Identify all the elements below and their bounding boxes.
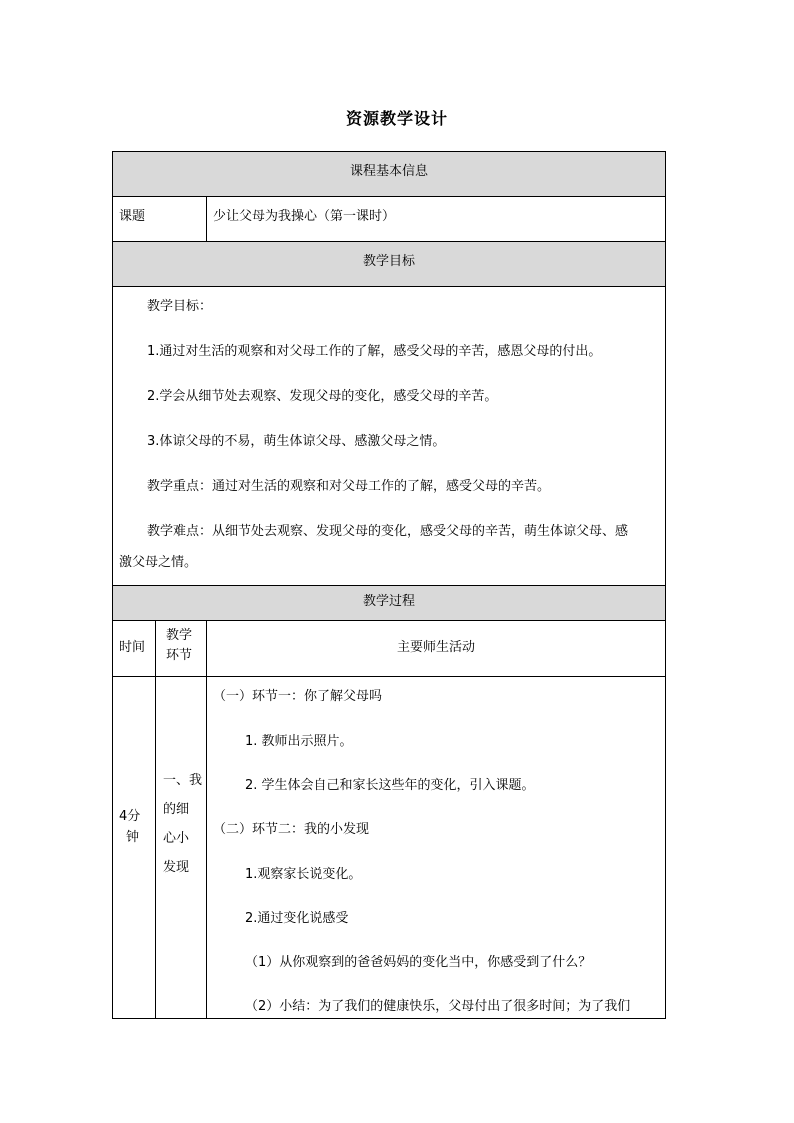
lesson-plan-table (112, 151, 666, 1019)
activity-line: 1. 教师出示照片。 (245, 734, 353, 749)
col-time-cell (113, 621, 156, 676)
stage-cell (156, 677, 207, 1018)
col-stage-line-1: 教学 (166, 628, 193, 643)
stage-line-1: 一、我 (163, 773, 203, 788)
process-header-title: 教学过程 (362, 594, 415, 609)
activity-line: （一）环节一：你了解父母吗 (213, 689, 383, 704)
course-label-cell (113, 197, 207, 241)
stage-line-3: 心小 (163, 831, 190, 846)
activity-cell (207, 677, 665, 1018)
key-point: 教学重点：通过对生活的观察和对父母工作的了解，感受父母的辛苦。 (147, 479, 551, 494)
difficulty-line-2: 激父母之情。 (119, 555, 198, 570)
stage-line-2: 的细 (163, 802, 190, 817)
basic-info-title: 课程基本信息 (349, 164, 428, 179)
time-line-2: 钟 (126, 830, 140, 845)
activity-line: 1.观察家长说变化。 (245, 867, 362, 882)
time-line-1: 4分 (119, 809, 141, 824)
activity-line: （二）环节二：我的小发现 (213, 822, 370, 837)
goal-item-1: 1.通过对生活的观察和对父母工作的了解，感受父母的辛苦，感恩父母的付出。 (147, 344, 602, 359)
activity-line: 2. 学生体会自己和家长这些年的变化，引入课题。 (245, 778, 535, 793)
goal-item-3: 3.体谅父母的不易，萌生体谅父母、感激父母之情。 (147, 434, 446, 449)
process-header (113, 586, 665, 621)
document-title: 资源教学设计 (345, 109, 448, 128)
col-activity: 主要师生活动 (396, 640, 475, 655)
goals-heading: 教学目标： (147, 299, 213, 314)
goals-header-title: 教学目标 (362, 254, 415, 269)
activity-line: 2.通过变化说感受 (245, 911, 349, 926)
goals-header (113, 242, 665, 287)
process-column-headers (113, 621, 665, 677)
time-cell (113, 677, 156, 1018)
col-activity-cell (207, 621, 665, 676)
col-stage-line-2: 环节 (166, 648, 193, 663)
difficulty-line-1: 教学难点：从细节处去观察、发现父母的变化，感受父母的辛苦，萌生体谅父母、感 (147, 524, 629, 539)
course-title: 少让父母为我操心（第一课时） (213, 209, 396, 224)
course-value-cell (207, 197, 665, 241)
goal-item-2: 2.学会从细节处去观察、发现父母的变化，感受父母的辛苦。 (147, 389, 498, 404)
activity-line: （1）从你观察到的爸爸妈妈的变化当中，你感受到了什么？ (245, 955, 592, 970)
goals-content (113, 287, 665, 586)
col-stage-cell (156, 621, 207, 676)
process-body (113, 677, 665, 1018)
course-label: 课题 (119, 209, 146, 224)
stage-line-4: 发现 (163, 860, 190, 875)
course-row (113, 197, 665, 242)
activity-line: （2）小结：为了我们的健康快乐，父母付出了很多时间；为了我们 (245, 999, 631, 1014)
col-time: 时间 (119, 640, 146, 655)
basic-info-header (113, 152, 665, 197)
